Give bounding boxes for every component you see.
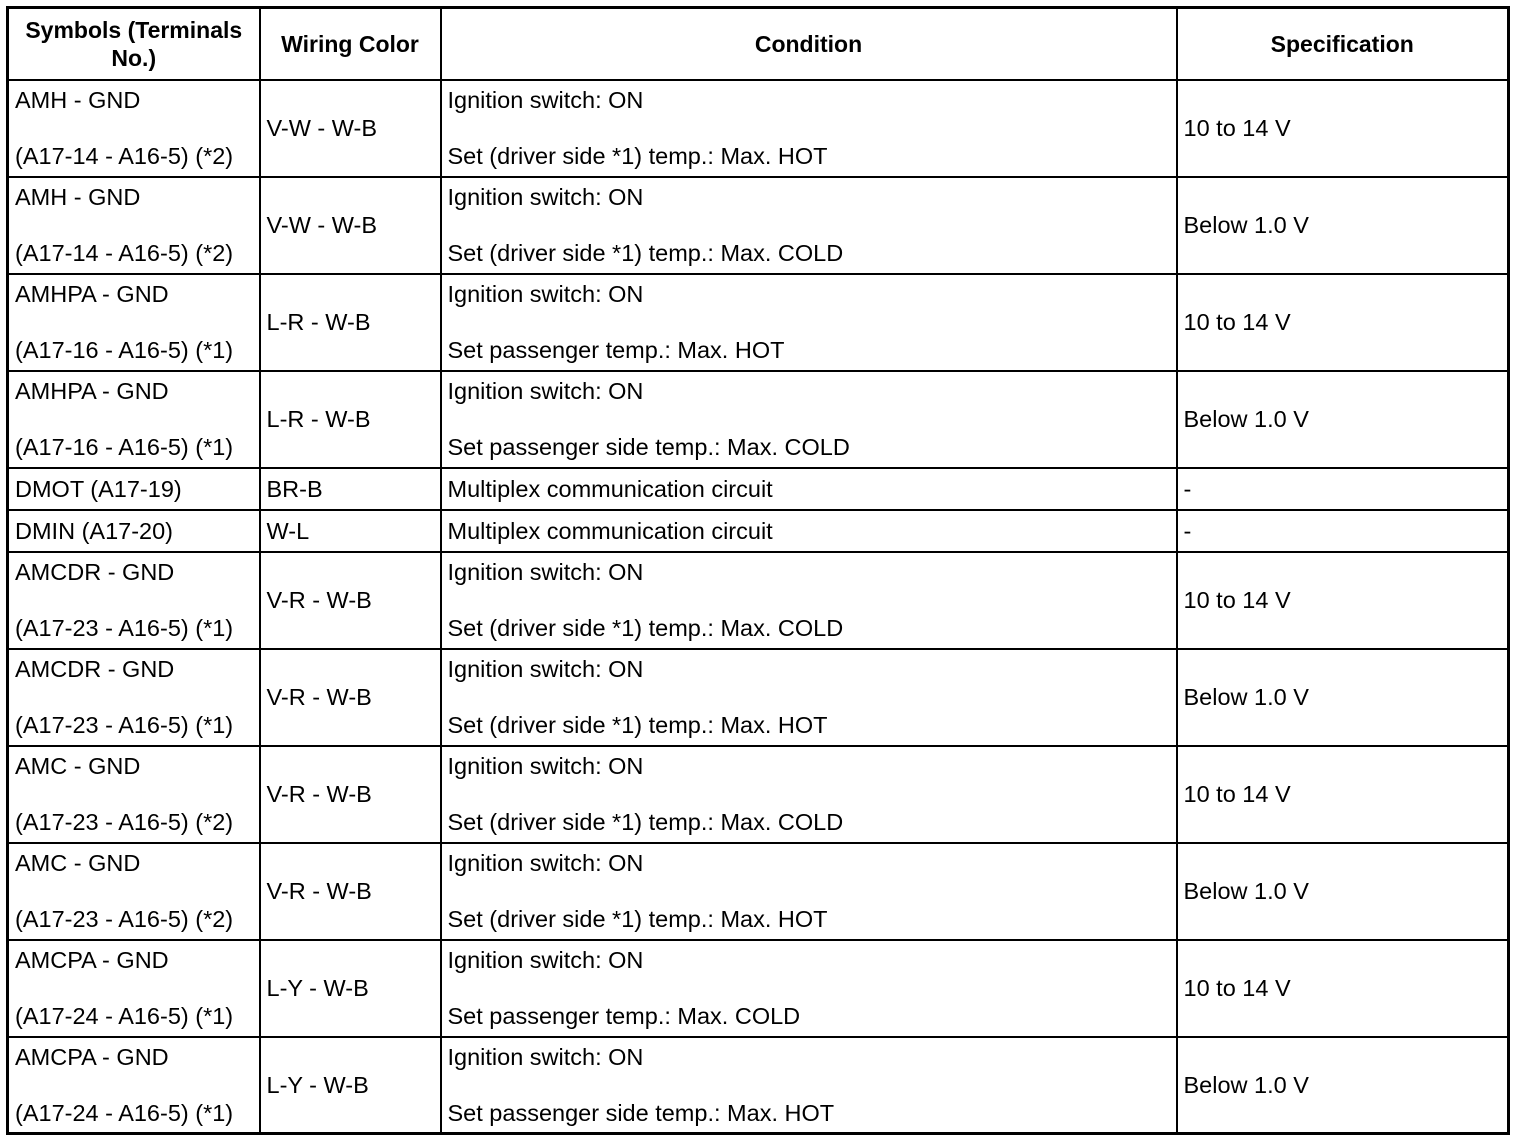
- spec-cell: 10 to 14 V: [1177, 274, 1509, 371]
- table-row: [8, 468, 1509, 510]
- header-wiring-color: Wiring Color: [260, 8, 441, 80]
- symbol-text: AMCDR - GND: [15, 656, 175, 682]
- table-row: [8, 1037, 1509, 1134]
- condition-line-1: Ignition switch: ON: [447, 947, 644, 973]
- header-condition: Condition: [441, 8, 1177, 80]
- table-row: [8, 843, 1509, 940]
- wiring-cell: V-R - W-B: [260, 552, 441, 649]
- symbol-cell: [8, 371, 260, 468]
- terminals-text: (A17-23 - A16-5) (*2): [15, 809, 234, 835]
- symbol-cell: DMIN (A17-20): [8, 510, 260, 552]
- symbol-cell: [8, 177, 260, 274]
- table-row: [8, 177, 1509, 274]
- condition-line-2: Set (driver side *1) temp.: Max. COLD: [447, 809, 844, 835]
- condition-cell: [441, 746, 1177, 843]
- condition-line-1: Ignition switch: ON: [447, 281, 644, 307]
- symbol-cell: [8, 940, 260, 1037]
- table-row: [8, 274, 1509, 371]
- condition-line-2: Set passenger temp.: Max. HOT: [447, 337, 785, 363]
- condition-line-1: Ignition switch: ON: [447, 850, 644, 876]
- spec-cell: Below 1.0 V: [1177, 843, 1509, 940]
- table-row: [8, 649, 1509, 746]
- condition-cell: [441, 940, 1177, 1037]
- condition-cell: [441, 649, 1177, 746]
- condition-line-2: Set (driver side *1) temp.: Max. HOT: [447, 143, 828, 169]
- condition-line-2: Set (driver side *1) temp.: Max. HOT: [447, 906, 828, 932]
- header-row: [8, 8, 1509, 80]
- terminals-text: (A17-14 - A16-5) (*2): [15, 240, 234, 266]
- symbol-cell: [8, 649, 260, 746]
- condition-line-2: Set (driver side *1) temp.: Max. COLD: [447, 615, 844, 641]
- spec-cell: Below 1.0 V: [1177, 177, 1509, 274]
- condition-cell: [441, 80, 1177, 177]
- condition-line-1: Ignition switch: ON: [447, 656, 644, 682]
- terminals-text: (A17-23 - A16-5) (*2): [15, 906, 234, 932]
- terminals-text: (A17-16 - A16-5) (*1): [15, 337, 234, 363]
- condition-line-1: Ignition switch: ON: [447, 1043, 644, 1070]
- symbol-text: AMCPA - GND: [15, 947, 169, 973]
- spec-cell: Below 1.0 V: [1177, 649, 1509, 746]
- wiring-cell: V-R - W-B: [260, 746, 441, 843]
- symbol-text: AMC - GND: [15, 850, 141, 876]
- wiring-cell: L-R - W-B: [260, 371, 441, 468]
- symbol-cell: DMOT (A17-19): [8, 468, 260, 510]
- condition-line-2: Set (driver side *1) temp.: Max. COLD: [447, 240, 844, 266]
- table-row: [8, 510, 1509, 552]
- spec-cell: Below 1.0 V: [1177, 1037, 1509, 1134]
- condition-line-2: Set passenger side temp.: Max. COLD: [447, 434, 850, 460]
- wiring-cell: L-Y - W-B: [260, 1037, 441, 1134]
- header-specification: Specification: [1177, 8, 1509, 80]
- wiring-cell: L-R - W-B: [260, 274, 441, 371]
- symbol-text: AMC - GND: [15, 753, 141, 779]
- symbol-cell: [8, 843, 260, 940]
- wiring-cell: V-R - W-B: [260, 649, 441, 746]
- condition-cell: [441, 843, 1177, 940]
- terminals-text: (A17-23 - A16-5) (*1): [15, 615, 234, 641]
- condition-line-1: Ignition switch: ON: [447, 378, 644, 404]
- symbol-cell: [8, 1037, 260, 1134]
- terminals-text: (A17-24 - A16-5) (*1): [15, 1099, 234, 1126]
- terminals-text: (A17-14 - A16-5) (*2): [15, 143, 234, 169]
- spec-cell: 10 to 14 V: [1177, 746, 1509, 843]
- terminals-text: (A17-16 - A16-5) (*1): [15, 434, 234, 460]
- condition-line-2: Set passenger temp.: Max. COLD: [447, 1003, 801, 1029]
- table-row: [8, 940, 1509, 1037]
- wiring-cell: V-R - W-B: [260, 843, 441, 940]
- header-symbols: Symbols (Terminals No.): [8, 8, 260, 80]
- spec-cell: 10 to 14 V: [1177, 80, 1509, 177]
- symbol-text: AMH - GND: [15, 184, 141, 210]
- wiring-cell: V-W - W-B: [260, 177, 441, 274]
- symbol-text: AMCDR - GND: [15, 559, 175, 585]
- spec-cell: -: [1177, 468, 1509, 510]
- spec-cell: Below 1.0 V: [1177, 371, 1509, 468]
- table-row: [8, 80, 1509, 177]
- symbol-cell: [8, 80, 260, 177]
- symbol-cell: [8, 552, 260, 649]
- wiring-cell: W-L: [260, 510, 441, 552]
- table-header: [8, 8, 1509, 80]
- wiring-cell: L-Y - W-B: [260, 940, 441, 1037]
- table-row: [8, 371, 1509, 468]
- terminals-text: (A17-23 - A16-5) (*1): [15, 712, 234, 738]
- spec-cell: 10 to 14 V: [1177, 552, 1509, 649]
- condition-cell: Multiplex communication circuit: [441, 510, 1177, 552]
- condition-line-1: Ignition switch: ON: [447, 559, 644, 585]
- condition-line-2: Set passenger side temp.: Max. HOT: [447, 1099, 835, 1126]
- table-row: [8, 552, 1509, 649]
- symbol-text: AMCPA - GND: [15, 1043, 169, 1070]
- symbol-text: AMH - GND: [15, 87, 141, 113]
- condition-cell: [441, 371, 1177, 468]
- condition-line-1: Ignition switch: ON: [447, 184, 644, 210]
- condition-line-1: Ignition switch: ON: [447, 87, 644, 113]
- condition-line-2: Set (driver side *1) temp.: Max. HOT: [447, 712, 828, 738]
- condition-cell: [441, 177, 1177, 274]
- symbol-text: AMHPA - GND: [15, 281, 169, 307]
- symbol-cell: [8, 274, 260, 371]
- spec-cell: 10 to 14 V: [1177, 940, 1509, 1037]
- condition-cell: [441, 274, 1177, 371]
- wiring-cell: V-W - W-B: [260, 80, 441, 177]
- condition-cell: [441, 1037, 1177, 1134]
- table-row: [8, 746, 1509, 843]
- symbol-text: AMHPA - GND: [15, 378, 169, 404]
- spec-cell: -: [1177, 510, 1509, 552]
- condition-line-1: Ignition switch: ON: [447, 753, 644, 779]
- symbol-cell: [8, 746, 260, 843]
- wiring-cell: BR-B: [260, 468, 441, 510]
- condition-cell: [441, 552, 1177, 649]
- condition-cell: Multiplex communication circuit: [441, 468, 1177, 510]
- terminal-spec-table: [6, 6, 1510, 1135]
- terminals-text: (A17-24 - A16-5) (*1): [15, 1003, 234, 1029]
